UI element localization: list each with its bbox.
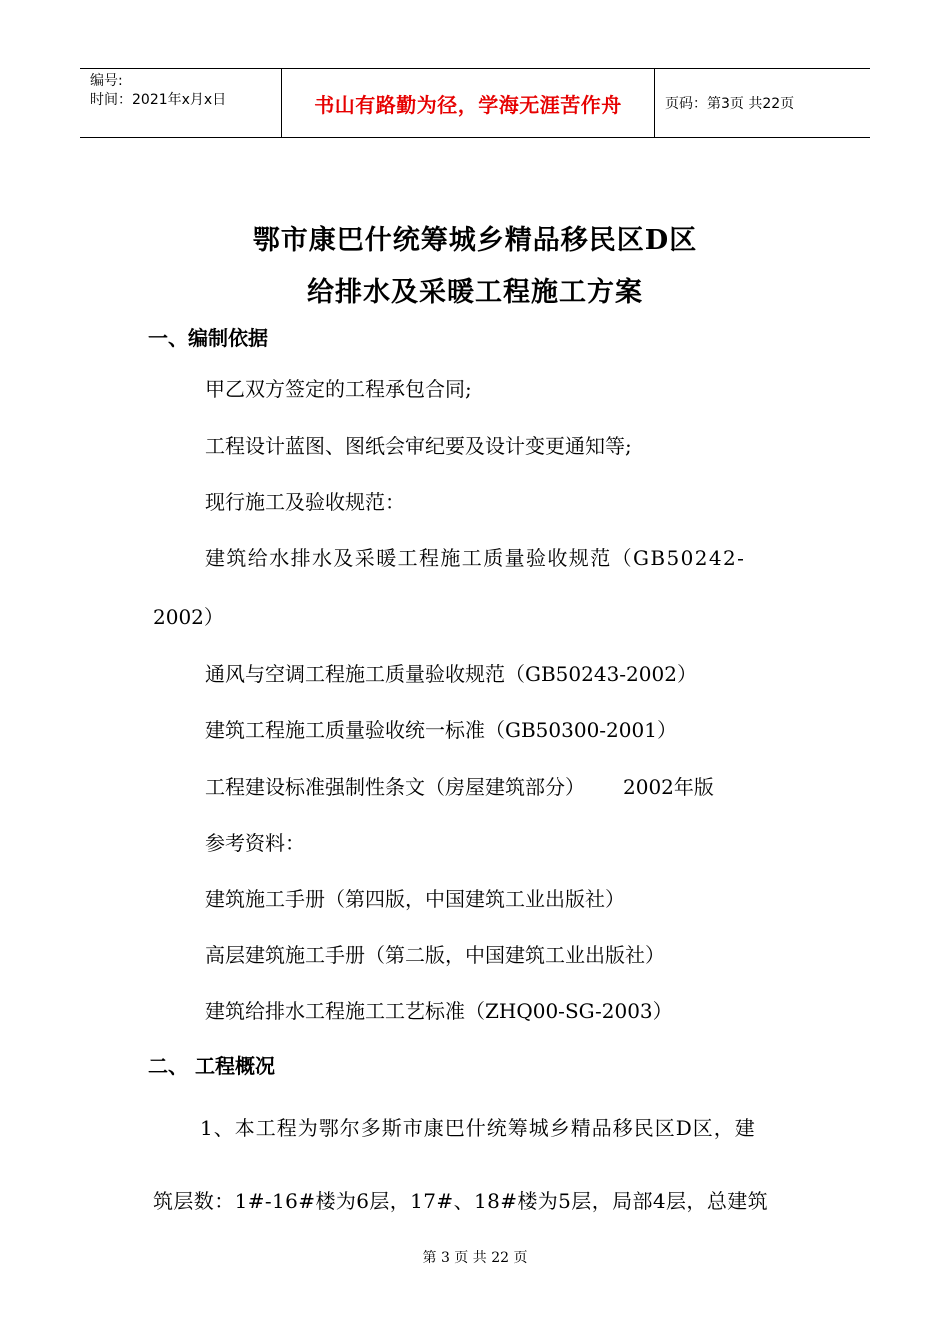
paragraph-line: 高层建筑施工手册（第二版，中国建筑工业出版社） xyxy=(205,943,665,967)
paragraph-line: 建筑给排水工程施工工艺标准（ZHQ00-SG-2003） xyxy=(205,999,673,1023)
edition-label: 2002年版 xyxy=(623,775,714,799)
paragraph-line: 建筑工程施工质量验收统一标准（GB50300-2001） xyxy=(205,718,677,742)
serial-label: 编号: xyxy=(90,73,123,89)
standard-title: 工程建设标准强制性条文（房屋建筑部分） xyxy=(205,775,585,799)
header-motto: 书山有路勤为径，学海无涯苦作舟 xyxy=(281,69,655,137)
document-title-line2: 给排水及采暖工程施工方案 xyxy=(307,277,643,308)
paragraph-line: 通风与空调工程施工质量验收规范（GB50243-2002） xyxy=(205,662,697,686)
paragraph-line-with-edition xyxy=(205,771,714,800)
paragraph-line: 1、本工程为鄂尔多斯市康巴什统筹城乡精品移民区D区，建 xyxy=(200,1116,756,1140)
section-heading-overview: 二、 工程概况 xyxy=(148,1054,275,1078)
paragraph-line: 建筑施工手册（第四版，中国建筑工业出版社） xyxy=(205,887,625,911)
paragraph-line: 现行施工及验收规范： xyxy=(205,490,405,514)
paragraph-line-continued: 筑层数：1#-16#楼为6层，17#、18#楼为5层，局部4层，总建筑 xyxy=(153,1189,769,1213)
page-header xyxy=(80,68,870,138)
page-footer: 第 3 页 共 22 页 xyxy=(422,1250,528,1266)
date-label: 时间：2021年x月x日 xyxy=(90,92,227,108)
paragraph-line: 建筑给水排水及采暖工程施工质量验收规范（GB50242- xyxy=(205,546,746,570)
section-heading-basis: 一、编制依据 xyxy=(148,326,268,350)
header-page-info: 页码：第3页 共22页 xyxy=(665,96,795,112)
header-meta xyxy=(80,69,281,137)
document-title-line1: 鄂市康巴什统筹城乡精品移民区D区 xyxy=(252,225,698,256)
paragraph-line: 工程设计蓝图、图纸会审纪要及设计变更通知等; xyxy=(205,434,632,458)
paragraph-line-continued: 2002） xyxy=(153,605,224,629)
paragraph-line: 参考资料： xyxy=(205,831,305,855)
paragraph-line: 甲乙双方签定的工程承包合同; xyxy=(205,377,472,401)
